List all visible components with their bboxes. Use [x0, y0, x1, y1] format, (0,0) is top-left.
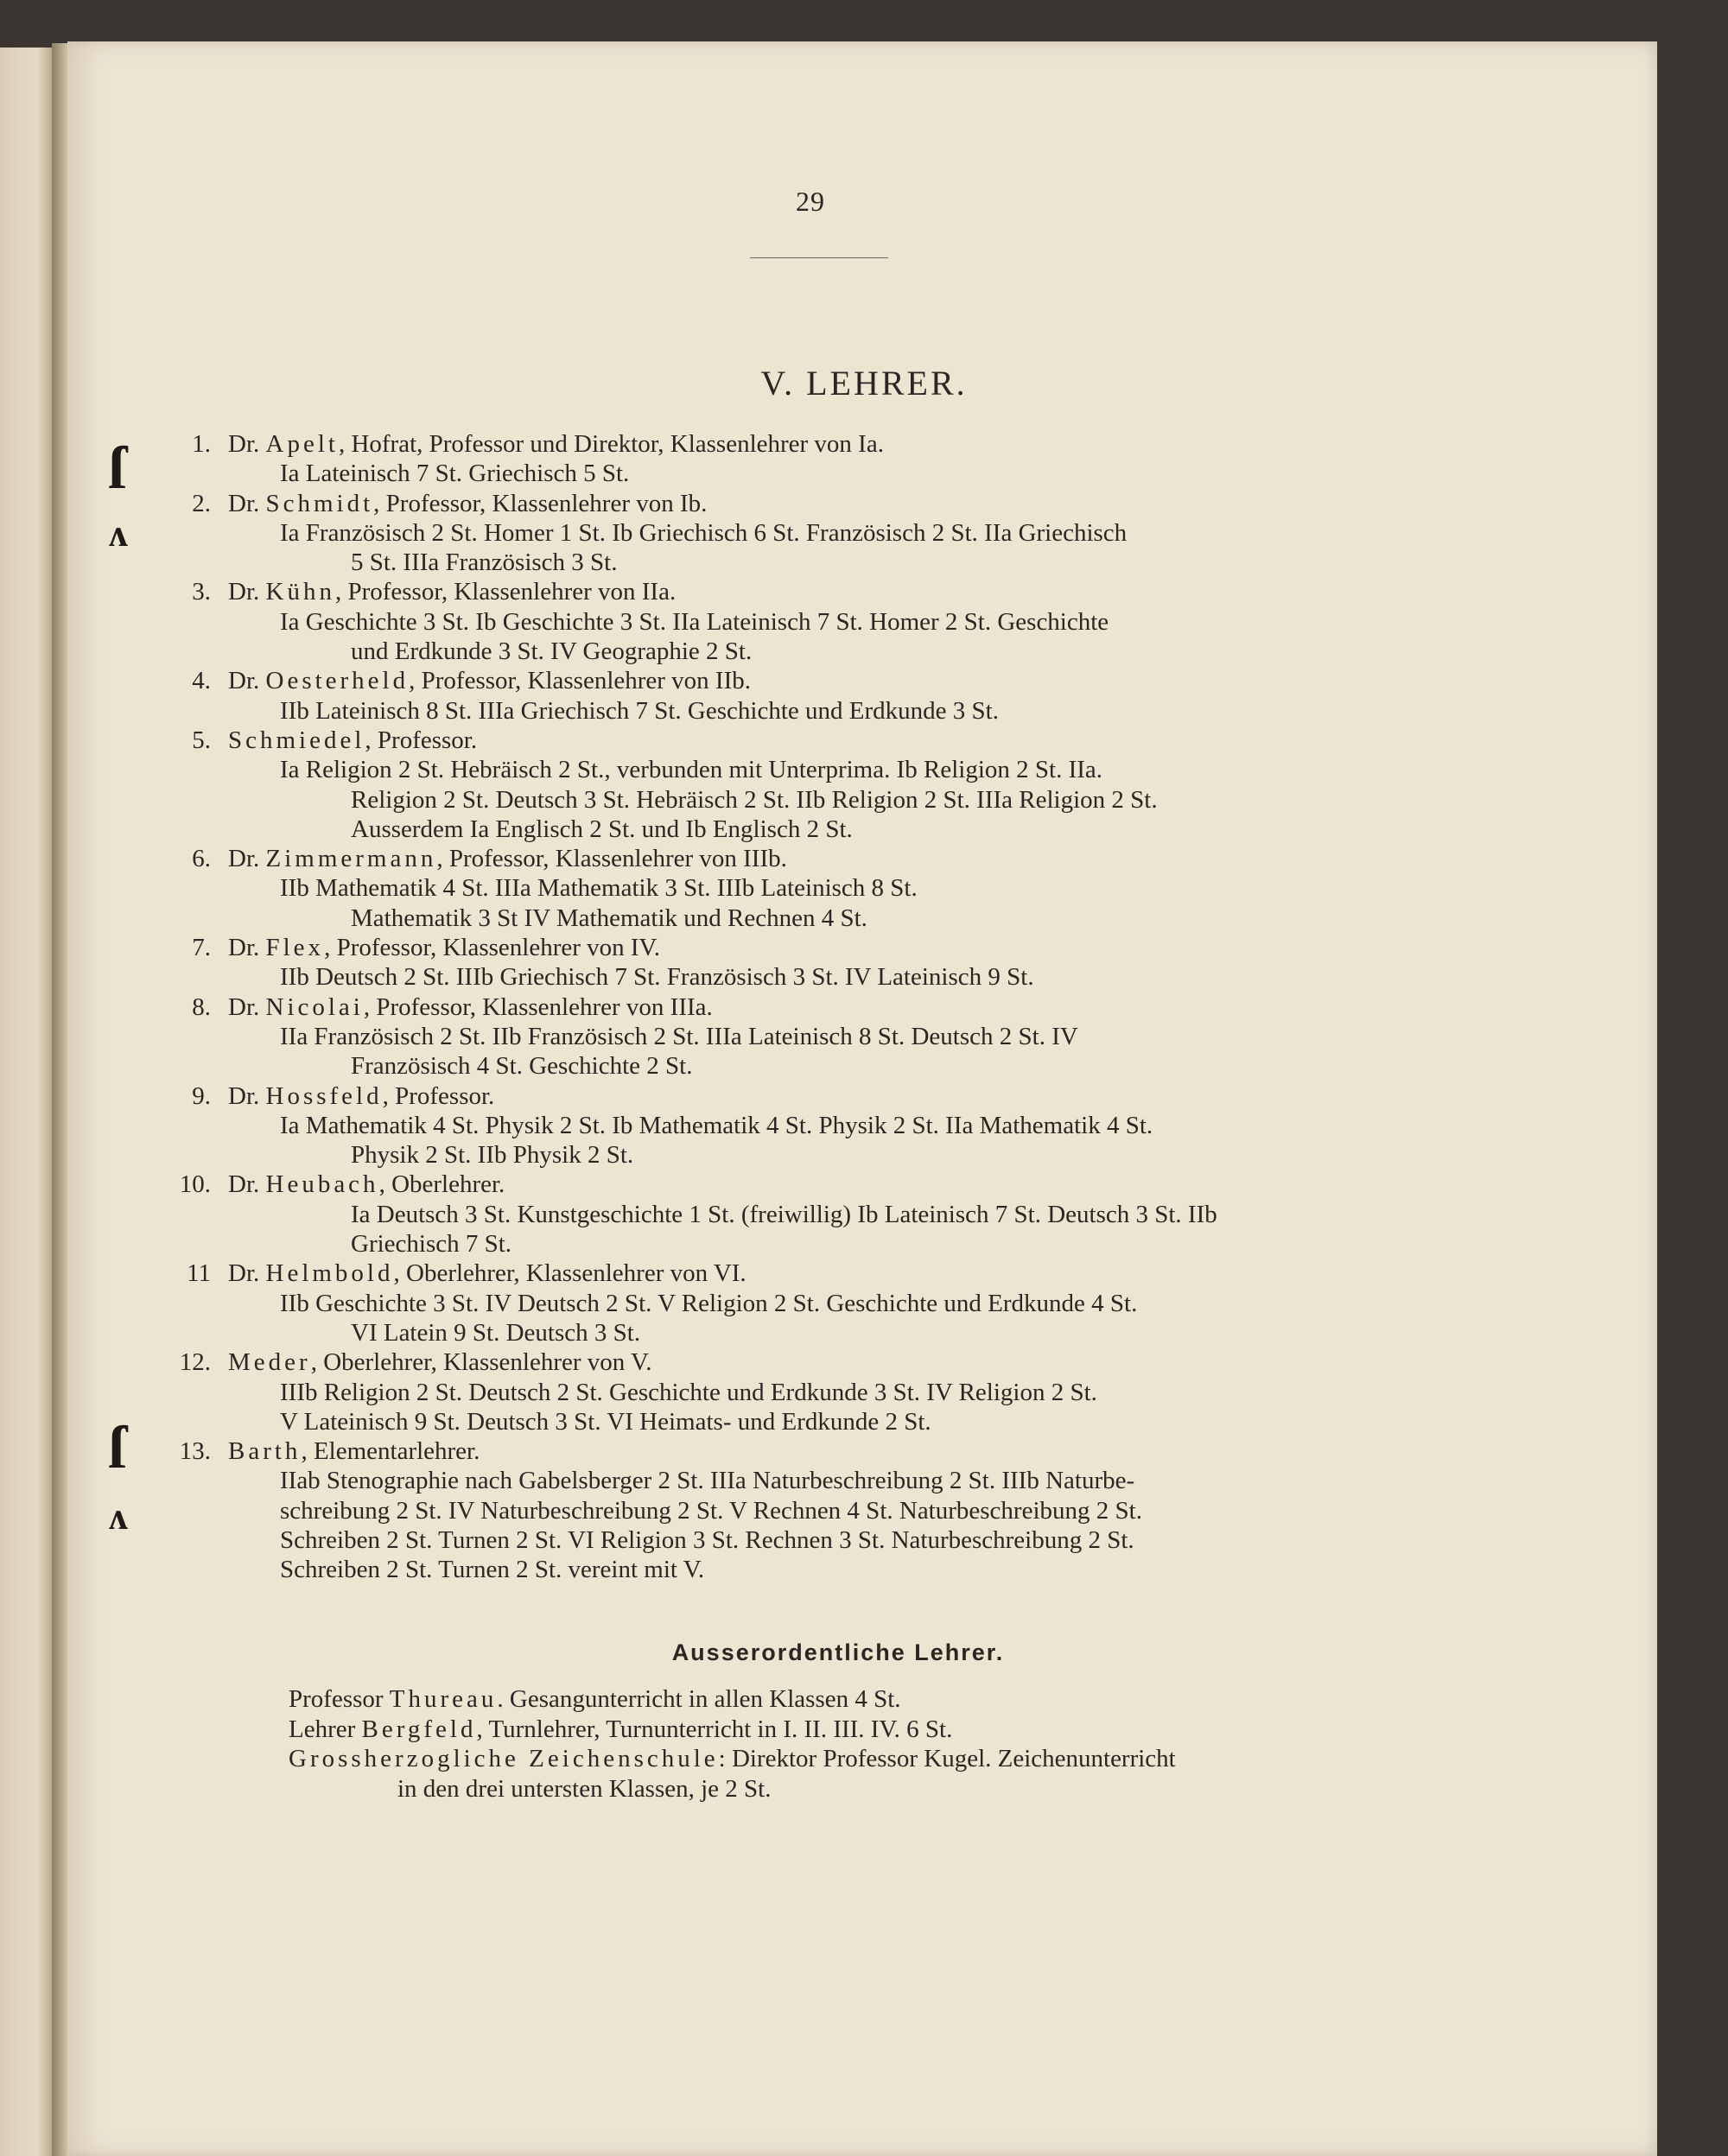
teacher-title: Dr. — [228, 1259, 260, 1288]
teacher-header-line — [156, 726, 1486, 755]
extra-teacher-line — [289, 1684, 1498, 1715]
teacher-name: Apelt — [265, 430, 339, 458]
teacher-name: Flex — [265, 934, 325, 962]
teacher-name: Schmidt — [265, 489, 374, 517]
teacher-title: Dr. — [228, 1170, 260, 1199]
teacher-subjects-line: Ia Deutsch 3 St. Kunstgeschichte 1 St. (freiwillig) Ib Lateinisch 7 St. Deutsch 3 St. IIb — [351, 1200, 1217, 1228]
extra-teacher-text: . Gesangunterricht in allen Klassen 4 St. — [497, 1685, 901, 1713]
teacher-number: 11 — [187, 1259, 211, 1288]
teacher-name: Meder — [228, 1348, 311, 1377]
teacher-role: , Oberlehrer. — [378, 1170, 505, 1199]
extra-teacher-text: in den drei untersten Klassen, je 2 St. — [397, 1774, 772, 1803]
teacher-entry — [156, 1081, 1486, 1170]
previous-page-edge — [0, 48, 52, 2156]
teacher-role: , Hofrat, Professor und Direktor, Klassenlehrer von Ia. — [338, 430, 884, 458]
teacher-subjects-line: IIa Französisch 2 St. IIb Französisch 2 St. IIIa Lateinisch 8 St. Deutsch 2 St. IV — [280, 1022, 1078, 1050]
teacher-header-line — [156, 489, 1486, 518]
teacher-subjects-line: Ia Religion 2 St. Hebräisch 2 St., verbunden mit Unterprima. Ib Religion 2 St. IIa. — [280, 756, 1103, 784]
margin-pencil-mark: ſ — [109, 1415, 126, 1481]
teacher-subjects-line: Physik 2 St. IIb Physik 2 St. — [351, 1141, 634, 1170]
extra-teacher-prefix: Lehrer — [289, 1715, 362, 1743]
extra-teacher-text: , Turnlehrer, Turnunterricht in I. II. III. IV. 6 St. — [476, 1715, 953, 1743]
teacher-number: 5. — [192, 726, 211, 754]
extra-teacher-line — [289, 1715, 1498, 1745]
teacher-entry — [156, 577, 1486, 666]
teacher-role: , Professor, Klassenlehrer von IIb. — [409, 667, 752, 695]
margin-pencil-mark: ʌ — [109, 1495, 128, 1538]
teacher-title: Dr. — [228, 489, 260, 517]
teacher-subjects-line: Ausserdem Ia Englisch 2 St. und Ib Englisch 2 St. — [351, 815, 853, 843]
teacher-entry — [156, 1170, 1486, 1259]
teacher-subjects-line: und Erdkunde 3 St. IV Geographie 2 St. — [351, 637, 753, 666]
teacher-name: Barth — [228, 1437, 302, 1466]
teacher-header-line — [156, 844, 1486, 873]
teacher-subjects-line: Ia Mathematik 4 St. Physik 2 St. Ib Mathematik 4 St. Physik 2 St. IIa Mathematik 4 St. — [280, 1111, 1153, 1139]
teacher-header-line — [156, 1259, 1486, 1288]
section-heading: V. LEHRER. — [760, 364, 968, 403]
extra-teacher-prefix: Professor — [289, 1685, 390, 1713]
teacher-header-line — [156, 1081, 1486, 1111]
teacher-header-line — [156, 1436, 1486, 1466]
teacher-header-line — [156, 1170, 1486, 1199]
teacher-name: Heubach — [265, 1170, 379, 1199]
teacher-subjects-line: Schreiben 2 St. Turnen 2 St. VI Religion 3 St. Rechnen 3 St. Naturbeschreibung 2 St. — [280, 1525, 1134, 1554]
teacher-number: 13. — [179, 1437, 211, 1466]
teacher-name: Zimmermann — [265, 845, 437, 873]
teacher-header-line — [156, 1348, 1486, 1377]
teacher-title: Dr. — [228, 934, 260, 962]
teacher-number: 8. — [192, 992, 211, 1021]
teacher-subjects-line: Mathematik 3 St IV Mathematik und Rechnen 4 St. — [351, 904, 867, 932]
teacher-number: 7. — [192, 934, 211, 962]
teacher-subjects-line: IIb Mathematik 4 St. IIIa Mathematik 3 St. IIIb Lateinisch 8 St. — [280, 874, 918, 903]
teacher-name: Schmiedel — [228, 726, 365, 754]
extra-teachers-heading: Ausserordentliche Lehrer. — [671, 1639, 1005, 1665]
extra-teacher-line — [289, 1744, 1498, 1774]
extra-teacher-name: Thureau — [389, 1685, 498, 1713]
teacher-name: Nicolai — [265, 992, 364, 1021]
teacher-number: 4. — [192, 667, 211, 695]
teacher-entry — [156, 1348, 1486, 1436]
teacher-number: 2. — [192, 489, 211, 517]
teacher-role: , Professor, Klassenlehrer von IIa. — [334, 578, 677, 606]
teacher-subjects-line: 5 St. IIIa Französisch 3 St. — [351, 549, 618, 577]
teacher-title: Dr. — [228, 992, 260, 1021]
teacher-title: Dr. — [228, 578, 260, 606]
teacher-header-line — [156, 992, 1486, 1022]
extra-teacher-text: : Direktor Professor Kugel. Zeichenunterricht — [718, 1745, 1176, 1772]
teacher-role: , Professor, Klassenlehrer von Ib. — [373, 489, 708, 517]
teacher-header-line — [156, 933, 1486, 962]
margin-pencil-mark: ſ — [109, 435, 126, 502]
teacher-role: , Professor. — [382, 1081, 495, 1110]
teacher-entry — [156, 1436, 1486, 1584]
teacher-role: , Elementarlehrer. — [301, 1437, 480, 1466]
teacher-title: Dr. — [228, 845, 260, 873]
extra-teachers-list — [289, 1684, 1498, 1804]
extra-teacher-name: Grossherzogliche Zeichenschule — [289, 1745, 719, 1772]
teacher-role: , Professor. — [365, 726, 478, 754]
teacher-subjects-line: schreibung 2 St. IV Naturbeschreibung 2 St. V Rechnen 4 St. Naturbeschreibung 2 St. — [280, 1496, 1142, 1525]
teacher-subjects-line: IIb Geschichte 3 St. IV Deutsch 2 St. V Religion 2 St. Geschichte und Erdkunde 4 St. — [280, 1289, 1138, 1317]
page-number: 29 — [796, 186, 825, 217]
teacher-entry — [156, 429, 1486, 489]
teacher-number: 3. — [192, 578, 211, 606]
page-number-rule — [750, 257, 888, 258]
teacher-name: Kühn — [265, 578, 335, 606]
teacher-subjects-line: VI Latein 9 St. Deutsch 3 St. — [351, 1318, 641, 1347]
teacher-role: , Professor, Klassenlehrer von IIIb. — [436, 845, 787, 873]
teacher-name: Hossfeld — [265, 1081, 383, 1110]
teacher-entry — [156, 666, 1486, 726]
teacher-role: , Oberlehrer, Klassenlehrer von V. — [310, 1348, 652, 1377]
teacher-title: Dr. — [228, 430, 260, 458]
teacher-subjects-line: Religion 2 St. Deutsch 3 St. Hebräisch 2 St. IIb Religion 2 St. IIIa Religion 2 St. — [351, 785, 1158, 814]
teacher-entry — [156, 992, 1486, 1081]
teacher-subjects-line: IIb Deutsch 2 St. IIIb Griechisch 7 St. Französisch 3 St. IV Lateinisch 9 St. — [280, 963, 1034, 992]
teacher-number: 9. — [192, 1081, 211, 1110]
teacher-name: Oesterheld — [265, 667, 410, 695]
teacher-entry — [156, 844, 1486, 933]
teacher-subjects-line: V Lateinisch 9 St. Deutsch 3 St. VI Heimats- und Erdkunde 2 St. — [280, 1407, 931, 1436]
teacher-number: 6. — [192, 845, 211, 873]
teacher-subjects-line: Französisch 4 St. Geschichte 2 St. — [351, 1052, 693, 1081]
teacher-subjects-line: IIIb Religion 2 St. Deutsch 2 St. Geschichte und Erdkunde 3 St. IV Religion 2 St. — [280, 1378, 1097, 1406]
teacher-entry — [156, 726, 1486, 844]
extra-teacher-name: Bergfeld — [361, 1715, 477, 1743]
teacher-role: , Professor, Klassenlehrer von IV. — [324, 934, 660, 962]
teacher-entry — [156, 1259, 1486, 1348]
teacher-subjects-line: IIb Lateinisch 8 St. IIIa Griechisch 7 St. Geschichte und Erdkunde 3 St. — [280, 696, 999, 725]
teacher-header-line — [156, 429, 1486, 459]
teacher-name: Helmbold — [265, 1259, 394, 1288]
teacher-number: 12. — [179, 1348, 211, 1377]
teacher-role: , Oberlehrer, Klassenlehrer von VI. — [393, 1259, 746, 1288]
teacher-list — [156, 429, 1486, 1585]
book-spine — [52, 43, 67, 2156]
teacher-entry — [156, 489, 1486, 578]
teacher-subjects-line: Griechisch 7 St. — [351, 1230, 512, 1259]
teacher-subjects-line: Ia Geschichte 3 St. Ib Geschichte 3 St. IIa Lateinisch 7 St. Homer 2 St. Geschichte — [280, 607, 1109, 636]
teacher-title: Dr. — [228, 667, 260, 695]
teacher-header-line — [156, 577, 1486, 606]
teacher-subjects-line: Ia Lateinisch 7 St. Griechisch 5 St. — [280, 460, 630, 488]
teacher-title: Dr. — [228, 1081, 260, 1110]
teacher-subjects-line: IIab Stenographie nach Gabelsberger 2 St. IIIa Naturbeschreibung 2 St. IIIb Naturbe- — [280, 1467, 1135, 1495]
teacher-header-line — [156, 666, 1486, 695]
margin-pencil-mark: ʌ — [109, 512, 128, 555]
teacher-role: , Professor, Klassenlehrer von IIIa. — [363, 992, 713, 1021]
teacher-number: 10. — [179, 1170, 211, 1199]
teacher-subjects-line: Ia Französisch 2 St. Homer 1 St. Ib Griechisch 6 St. Französisch 2 St. IIa Griechisch — [280, 518, 1128, 547]
teacher-subjects-line: Schreiben 2 St. Turnen 2 St. vereint mit V. — [280, 1556, 705, 1584]
extra-teacher-line — [289, 1774, 1498, 1804]
teacher-entry — [156, 933, 1486, 992]
teacher-number: 1. — [192, 430, 211, 458]
